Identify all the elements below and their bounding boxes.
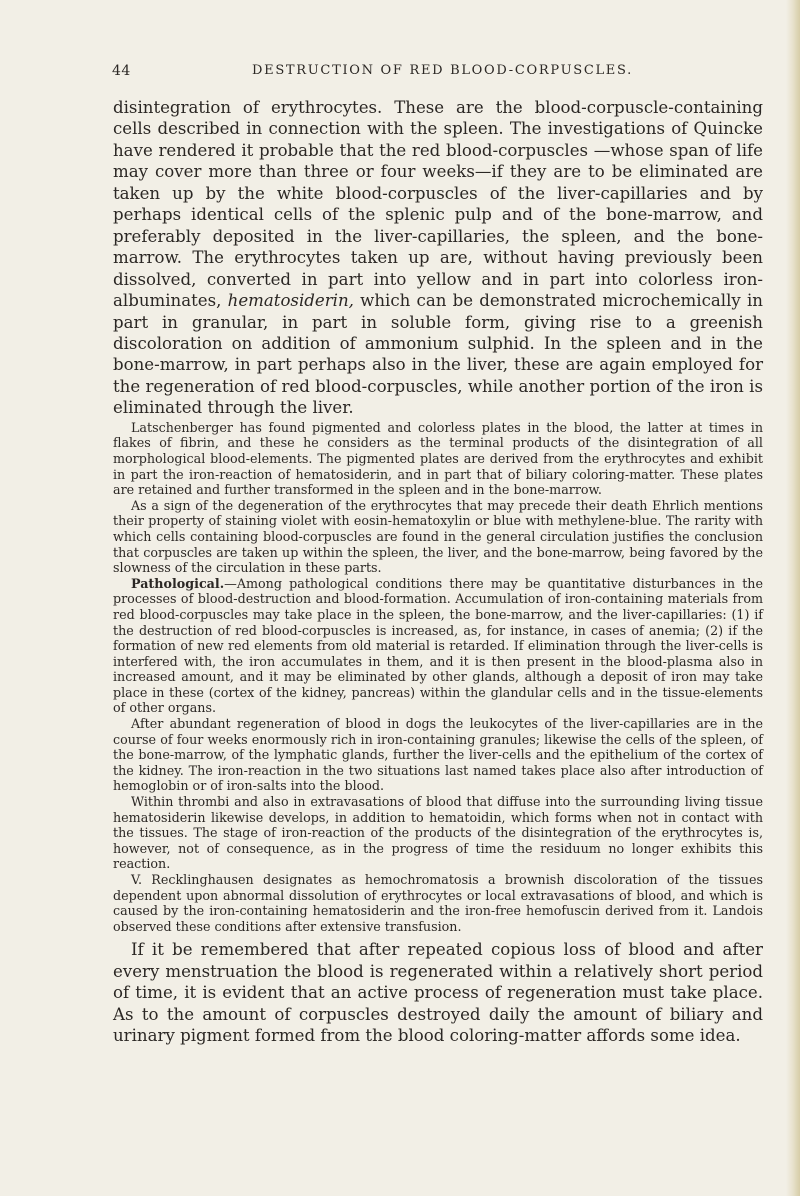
paragraph-regeneration-summary: If it be remembered that after repeated copious loss of blood and after every menstruation the blood is regenerated within a relatively short period of time, it is evident that an active process of regeneration must take place. As to the amount of corpuscles destroyed daily the amount of biliary and urinary pigment formed from the blood coloring-matter affords some idea. — [113, 940, 763, 1046]
paragraph-text: which can be demonstrated microchemically in part in granular, in part in soluble form, giving rise to a greenish discoloration on addition of ammonium sulphid. In the spleen and in the bone-marrow, in part perhaps also in the liver, these are again employed for the regeneration of red blood-corpuscles, while another portion of the iron is eliminated through the liver. — [113, 291, 763, 418]
paragraph-ehrlich: As a sign of the degeneration of the erythrocytes that may precede their death Ehrlich mentions their property of staining violet with eosin-hematoxylin or blue with methylene-blue. The rarity with which cells containing blood-corpuscles are found in the general circulation justifies the conclusion that corpuscles are taken up within the spleen, the liver, and the bone-marrow, being favored by the slowness of the circulation in these parts. — [113, 497, 763, 576]
paragraph-pathological — [113, 576, 763, 716]
paragraph-latschenberger: Latschenberger has found pigmented and colorless plates in the blood, the latter at times in flakes of fibrin, and these he considers as the terminal products of the disintegration of all morphological blood-elements. The pigmented plates are derived from the erythrocytes and exhibit in part the iron-reaction of hematosiderin, and in part that of biliary coloring-matter. These plates are retained and further transformed in the spleen and in the bone-marrow. — [113, 419, 763, 498]
term-hematosiderin: hematosiderin, — [227, 291, 354, 311]
page-edge-shadow — [786, 0, 800, 1196]
page-body — [113, 97, 763, 1047]
page-header — [78, 63, 758, 83]
section-heading-pathological: Pathological. — [131, 575, 225, 591]
running-head: DESTRUCTION OF RED BLOOD-CORPUSCLES. — [252, 63, 633, 78]
paragraph-text: disintegration of erythrocytes. These are the blood-corpuscle-containing cells described in connection with the spleen. The investigations of Quincke have rendered it probable that the red blood-corpuscles —whose span of life may cover more than three or four weeks—if they are to be eliminated are taken up by the white blood-corpuscles of the liver-capillaries and by perhaps identical cells of the splenic pulp and of the bone-marrow, and preferably deposited in the liver-capillaries, the spleen, and the bone-marrow. The erythrocytes taken up are, without having previously been dissolved, converted in part into yellow and in part into colorless iron-albuminates, — [113, 98, 763, 311]
paragraph-recklinghausen: V. Recklinghausen designates as hemochromatosis a brownish discoloration of the tissues dependent upon abnormal dissolution of erythrocytes or local extravasations of blood, and which is caused by the iron-containing hematosiderin and the iron-free hemofuscin derived from it. Landois observed these conditions after extensive transfusion. — [113, 872, 763, 934]
paragraph-regeneration-dogs: After abundant regeneration of blood in dogs the leukocytes of the liver-capillaries are in the course of four weeks enormously rich in iron-containing granules; likewise the cells of the spleen, of the bone-marrow, of the lymphatic glands, further the liver-cells and the epithelium of the cortex of the kidney. The iron-reaction in the two situations last named takes place also after introduction of hemoglobin or of iron-salts into the blood. — [113, 716, 763, 794]
paragraph-text: —Among pathological conditions there may be quantitative disturbances in the processes of blood-destruction and blood-formation. Accumulation of iron-containing materials from red blood-corpuscles may take place in the spleen, the bone-marrow, and the liver-capillaries: (1) if the destruction of red blood-corpuscles is increased, as, for instance, in cases of anemia; (2) if the formation of new red elements from old material is retarded. If elimination through the liver-cells is interfered with, the iron accumulates in them, and it is then present in the blood-plasma also in increased amount, and it may be eliminated by other glands, although a deposit of iron may take place in these (cortex of the kidney, pancreas) within the glandular cells and in the tissue-elements of other organs. — [113, 575, 763, 716]
page-number: 44 — [112, 63, 131, 79]
paragraph-continuation — [113, 97, 763, 419]
paragraph-thrombi: Within thrombi and also in extravasations of blood that diffuse into the surrounding living tissue hematosiderin likewise develops, in addition to hematoidin, which forms when not in contact with the tissues. The stage of iron-reaction of the products of the disintegration of the erythrocytes is, however, not of consequence, as in the progress of time the residuum no longer exhibits this reaction. — [113, 794, 763, 872]
